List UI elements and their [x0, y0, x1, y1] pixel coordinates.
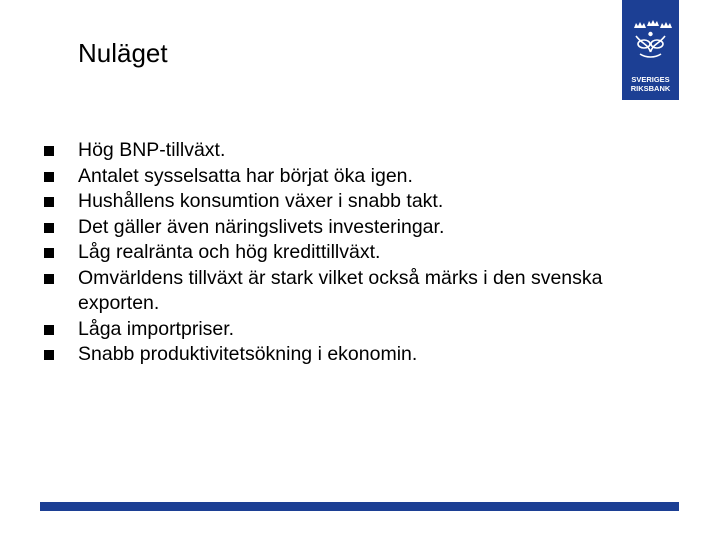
- square-bullet-icon: [44, 350, 54, 360]
- page-title: Nuläget: [78, 38, 168, 68]
- list-item: [44, 164, 644, 190]
- square-bullet-icon: [44, 223, 54, 233]
- list-item: [44, 138, 644, 164]
- footer-divider: [40, 502, 679, 511]
- bullet-text: Omvärldens tillväxt är stark vilket också märks i den svenska exporten.: [78, 266, 603, 314]
- list-item: [44, 266, 644, 317]
- svg-text:RIKSBANK: RIKSBANK: [630, 84, 671, 93]
- bullet-text: Antalet sysselsatta har börjat öka igen.: [78, 164, 413, 187]
- square-bullet-icon: [44, 274, 54, 284]
- list-item: [44, 240, 644, 266]
- list-item: [44, 317, 644, 343]
- riksbank-emblem-icon: [622, 0, 679, 100]
- bullet-text: Hushållens konsumtion växer i snabb takt.: [78, 190, 444, 212]
- list-item: [44, 215, 644, 241]
- svg-text:SVERIGES: SVERIGES: [631, 75, 670, 84]
- square-bullet-icon: [44, 325, 54, 335]
- square-bullet-icon: [44, 248, 54, 258]
- bullet-list: [44, 138, 644, 368]
- bullet-text: Det gäller även näringslivets investeringar.: [78, 215, 445, 238]
- bullet-text: Låg realränta och hög kredittillväxt.: [78, 241, 381, 263]
- riksbank-logo: [622, 0, 679, 100]
- list-item: [44, 189, 644, 215]
- bullet-text: Låga importpriser.: [78, 317, 235, 340]
- square-bullet-icon: [44, 197, 54, 207]
- list-item: [44, 342, 644, 368]
- square-bullet-icon: [44, 146, 54, 156]
- bullet-text: Snabb produktivitetsökning i ekonomin.: [78, 343, 418, 365]
- square-bullet-icon: [44, 172, 54, 182]
- bullet-text: Hög BNP-tillväxt.: [78, 139, 226, 161]
